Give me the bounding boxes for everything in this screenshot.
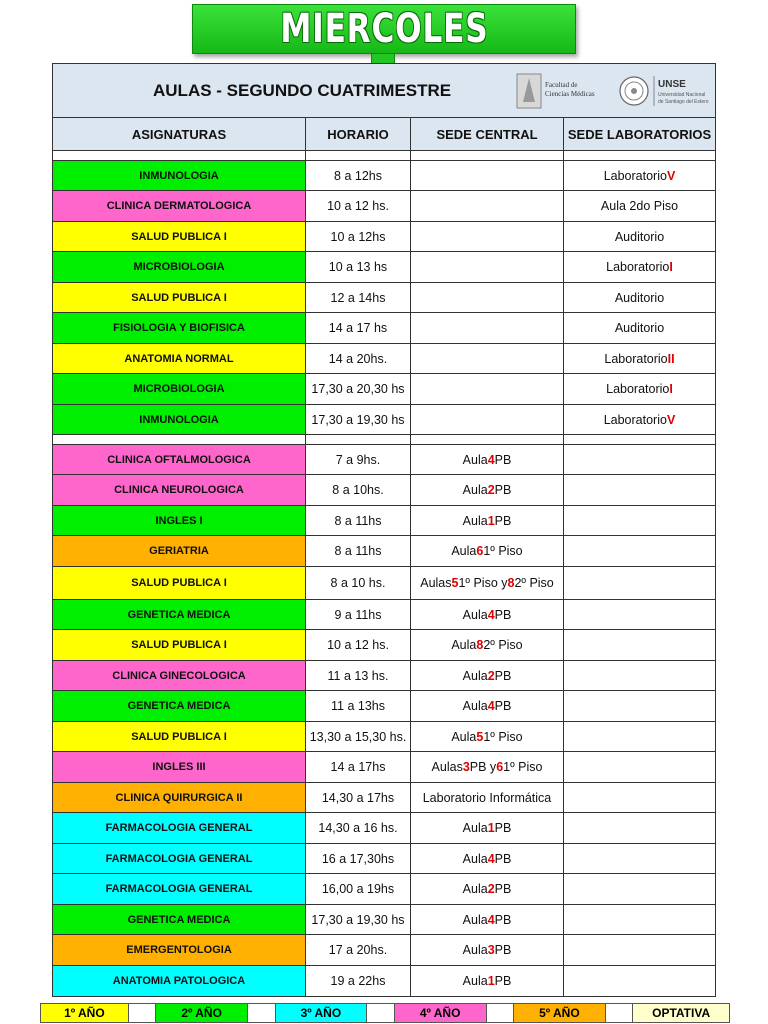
subject-cell: ANATOMIA PATOLOGICA [53,966,306,996]
room-number: I [669,260,673,274]
location-text: 1º Piso [483,729,523,744]
subject-cell: SALUD PUBLICA I [53,722,306,751]
sede-laboratorios-cell [564,161,715,190]
subject-cell: CLINICA OFTALMOLOGICA [53,445,306,474]
time-cell: 17 a 20hs. [306,935,411,965]
room-number: 5 [451,576,459,590]
day-title: MIERCOLES [279,6,489,52]
time-cell: 16 a 17,30hs [306,844,411,873]
subject-cell: INGLES III [53,752,306,782]
location-text: Aula [451,638,477,652]
subject-cell: SALUD PUBLICA I [53,222,306,251]
legend-item-y2: 2º AÑO [156,1004,248,1022]
sede-laboratorios-cell [564,661,715,690]
time-cell: 14 a 20hs. [306,344,411,373]
sede-laboratorios-cell [564,691,715,721]
subject-cell: GENETICA MEDICA [53,691,306,721]
location-text: 1º Piso y [458,576,508,590]
time-cell: 11 a 13hs [306,691,411,721]
sede-central-cell [411,935,564,965]
subject-cell: FARMACOLOGIA GENERAL [53,813,306,843]
location-text: PB [494,513,512,528]
time-cell: 12 a 14hs [306,283,411,312]
location-text: Aula [462,974,488,988]
room-number: 2 [487,668,495,683]
sede-central-cell [411,783,564,812]
legend-item-y4: 4º AÑO [395,1004,487,1022]
location-text: Aula [462,882,488,896]
location-text: Auditorio [614,290,665,305]
room-number: 3 [462,760,470,774]
sede-central-cell [411,661,564,690]
room-number: 1 [487,974,495,988]
table-row [53,661,715,691]
time-cell: 7 a 9hs. [306,445,411,474]
column-header-row [53,118,715,151]
location-text: Aula [462,483,488,497]
time-cell: 14 a 17 hs [306,313,411,343]
location-text: Aula [462,452,488,467]
unse-line2: de Santiago del Estero [658,99,709,105]
table-row [53,313,715,344]
location-text: 2º Piso [514,576,554,590]
subject-cell: GENETICA MEDICA [53,905,306,934]
subject-cell: SALUD PUBLICA I [53,283,306,312]
room-number: 1 [487,513,495,528]
sede-central-cell [411,313,564,343]
table-row [53,374,715,405]
time-cell: 17,30 a 19,30 hs [306,405,411,434]
time-cell: 16,00 a 19hs [306,874,411,904]
subject-cell: CLINICA DERMATOLOGICA [53,191,306,221]
sede-central-cell [411,475,564,505]
time-cell: 17,30 a 20,30 hs [306,374,411,404]
sede-central-cell [411,844,564,873]
table-row [53,935,715,966]
sede-central-cell [411,191,564,221]
location-text: Auditorio [614,229,665,244]
faculty-logo-line2: Ciencias Médicas [545,90,595,98]
location-text: Laboratorio [604,351,668,366]
room-number: 2 [487,483,495,497]
sede-laboratorios-cell [564,630,715,660]
location-text: PB y [469,760,497,774]
sede-laboratorios-cell [564,405,715,434]
location-text: Aula [462,821,488,835]
faculty-logo-line1: Facultad de [545,81,578,89]
sede-laboratorios-cell [564,344,715,373]
location-text: PB [494,699,512,713]
location-text: PB [494,943,512,957]
location-text: PB [494,483,512,497]
table-row [53,874,715,905]
sede-laboratorios-cell [564,222,715,251]
location-text: 2º Piso [483,638,523,652]
legend-gap [129,1004,157,1022]
legend-item-y5: 5º AÑO [514,1004,606,1022]
sede-laboratorios-cell [564,905,715,934]
legend-item-y1: 1º AÑO [41,1004,129,1022]
subject-cell: CLINICA QUIRURGICA II [53,783,306,812]
legend-gap [606,1004,634,1022]
sede-central-cell [411,966,564,996]
time-cell: 10 a 12hs [306,222,411,251]
sede-central-cell [411,405,564,434]
location-text: Aula [462,699,488,713]
location-text: PB [494,668,512,683]
sede-laboratorios-cell [564,935,715,965]
sede-central-cell [411,752,564,782]
time-cell: 9 a 11hs [306,600,411,629]
location-text: PB [494,851,512,866]
day-banner [192,4,576,54]
subject-cell: SALUD PUBLICA I [53,567,306,599]
location-text: PB [494,452,512,467]
room-number: V [666,412,676,427]
location-text: Aulas [420,576,452,590]
sede-central-cell [411,374,564,404]
header-sede-laboratorios: SEDE LABORATORIOS [567,126,712,142]
sede-laboratorios-cell [564,313,715,343]
location-text: Aula [462,668,488,683]
sede-laboratorios-cell [564,722,715,751]
time-cell: 13,30 a 15,30 hs. [306,722,411,751]
subject-cell: GERIATRIA [53,536,306,566]
room-number: 4 [487,607,495,622]
legend-gap [487,1004,515,1022]
table-row [53,252,715,283]
sede-central-cell [411,567,564,599]
sede-laboratorios-cell [564,445,715,474]
table-row [53,691,715,722]
table-row [53,813,715,844]
table-row [53,445,715,475]
sede-laboratorios-cell [564,752,715,782]
room-number: 4 [487,912,495,927]
room-number: 5 [476,729,484,744]
location-text: Aula [462,943,488,957]
table-row [53,752,715,783]
subject-cell: CLINICA GINECOLOGICA [53,661,306,690]
location-text: Aula [462,513,488,528]
group-separator [53,435,715,445]
room-number: 1 [487,821,495,835]
schedule-table [52,63,716,997]
sede-laboratorios-cell [564,813,715,843]
sede-central-cell [411,874,564,904]
legend-item-opt: OPTATIVA [633,1004,729,1022]
time-cell: 8 a 11hs [306,506,411,535]
title-row [53,64,715,118]
sede-central-cell [411,344,564,373]
room-number: 8 [476,638,484,652]
location-text: 1º Piso [503,760,543,774]
table-row [53,630,715,661]
sede-laboratorios-cell [564,506,715,535]
sede-laboratorios-cell [564,874,715,904]
room-number: V [666,168,676,183]
time-cell: 8 a 10 hs. [306,567,411,599]
time-cell: 19 a 22hs [306,966,411,996]
sede-laboratorios-cell [564,374,715,404]
table-row [53,783,715,813]
header-asignaturas: ASIGNATURAS [53,118,306,150]
table-row [53,506,715,536]
table-row [53,722,715,752]
location-text: Aula [451,544,477,558]
subject-cell: FARMACOLOGIA GENERAL [53,844,306,873]
sede-central-cell [411,445,564,474]
room-number: 6 [476,544,484,558]
header-sede-central: SEDE CENTRAL [411,118,564,150]
time-cell: 8 a 11hs [306,536,411,566]
sede-central-cell [411,161,564,190]
sede-central-cell [411,600,564,629]
subject-cell: MICROBIOLOGIA [53,374,306,404]
location-text: Aula [462,607,488,622]
subject-cell: FISIOLOGIA Y BIOFISICA [53,313,306,343]
time-cell: 14 a 17hs [306,752,411,782]
room-number: 8 [507,576,515,590]
time-cell: 10 a 12 hs. [306,630,411,660]
time-cell: 11 a 13 hs. [306,661,411,690]
subject-cell: INMUNOLOGIA [53,405,306,434]
sede-central-cell [411,506,564,535]
location-text: Laboratorio Informática [422,790,552,805]
table-row [53,966,715,996]
location-text: Laboratorio [606,260,670,274]
table-row [53,283,715,313]
time-cell: 8 a 12hs [306,161,411,190]
table-row [53,161,715,191]
room-number: 4 [487,851,495,866]
sede-laboratorios-cell [564,783,715,812]
sede-central-cell [411,630,564,660]
table-row [53,191,715,222]
unse-logo [618,72,714,110]
sede-laboratorios-cell [564,600,715,629]
group-separator [53,151,715,161]
location-text: Laboratorio [603,412,667,427]
table-body [53,151,715,996]
sede-central-cell [411,283,564,312]
sede-laboratorios-cell [564,252,715,282]
subject-cell: MICROBIOLOGIA [53,252,306,282]
table-row [53,344,715,374]
legend-gap [248,1004,276,1022]
time-cell: 17,30 a 19,30 hs [306,905,411,934]
location-text: Laboratorio [606,382,670,396]
room-number: 3 [487,943,495,957]
location-text: 1º Piso [483,544,523,558]
sede-laboratorios-cell [564,536,715,566]
time-cell: 8 a 10hs. [306,475,411,505]
unse-line1: Universidad Nacional [658,92,706,98]
sede-central-cell [411,536,564,566]
sede-central-cell [411,691,564,721]
subject-cell: FARMACOLOGIA GENERAL [53,874,306,904]
sede-laboratorios-cell [564,475,715,505]
subject-cell: EMERGENTOLOGIA [53,935,306,965]
room-number: I [669,382,673,396]
subject-cell: ANATOMIA NORMAL [53,344,306,373]
location-text: Laboratorio [603,168,667,183]
sede-central-cell [411,722,564,751]
table-row [53,567,715,600]
location-text: Aulas [431,760,463,774]
table-row [53,600,715,630]
table-row [53,844,715,874]
location-text: Aula [462,912,488,927]
sede-central-cell [411,222,564,251]
legend-item-y3: 3º AÑO [276,1004,368,1022]
subject-cell: SALUD PUBLICA I [53,630,306,660]
faculty-logo [515,72,603,110]
location-text: Aula [462,851,488,866]
table-row [53,475,715,506]
sede-laboratorios-cell [564,191,715,221]
sede-central-cell [411,813,564,843]
sede-central-cell [411,905,564,934]
sede-laboratorios-cell [564,844,715,873]
time-cell: 10 a 12 hs. [306,191,411,221]
year-legend [40,1003,730,1023]
page-title: AULAS - SEGUNDO CUATRIMESTRE [153,81,452,100]
subject-cell: GENETICA MEDICA [53,600,306,629]
sede-laboratorios-cell [564,283,715,312]
location-text: PB [494,912,512,927]
sede-laboratorios-cell [564,567,715,599]
location-text: Aula 2do Piso [600,199,679,213]
room-number: 2 [487,882,495,896]
location-text: PB [494,882,512,896]
location-text: Aula [451,729,477,744]
room-number: 4 [487,699,495,713]
location-text: PB [494,821,512,835]
room-number: 4 [487,452,495,467]
table-row [53,405,715,435]
sede-laboratorios-cell [564,966,715,996]
location-text: Auditorio [614,321,665,335]
header-horario: HORARIO [306,118,411,150]
subject-cell: CLINICA NEUROLOGICA [53,475,306,505]
unse-name: UNSE [658,79,686,90]
subject-cell: INGLES I [53,506,306,535]
sede-central-cell [411,252,564,282]
time-cell: 10 a 13 hs [306,252,411,282]
table-row [53,222,715,252]
room-number: 6 [496,760,504,774]
time-cell: 14,30 a 16 hs. [306,813,411,843]
subject-cell: INMUNOLOGIA [53,161,306,190]
table-row [53,536,715,567]
location-text: PB [494,607,512,622]
time-cell: 14,30 a 17hs [306,783,411,812]
table-row [53,905,715,935]
room-number: II [667,351,675,366]
location-text: PB [494,974,512,988]
legend-gap [367,1004,395,1022]
